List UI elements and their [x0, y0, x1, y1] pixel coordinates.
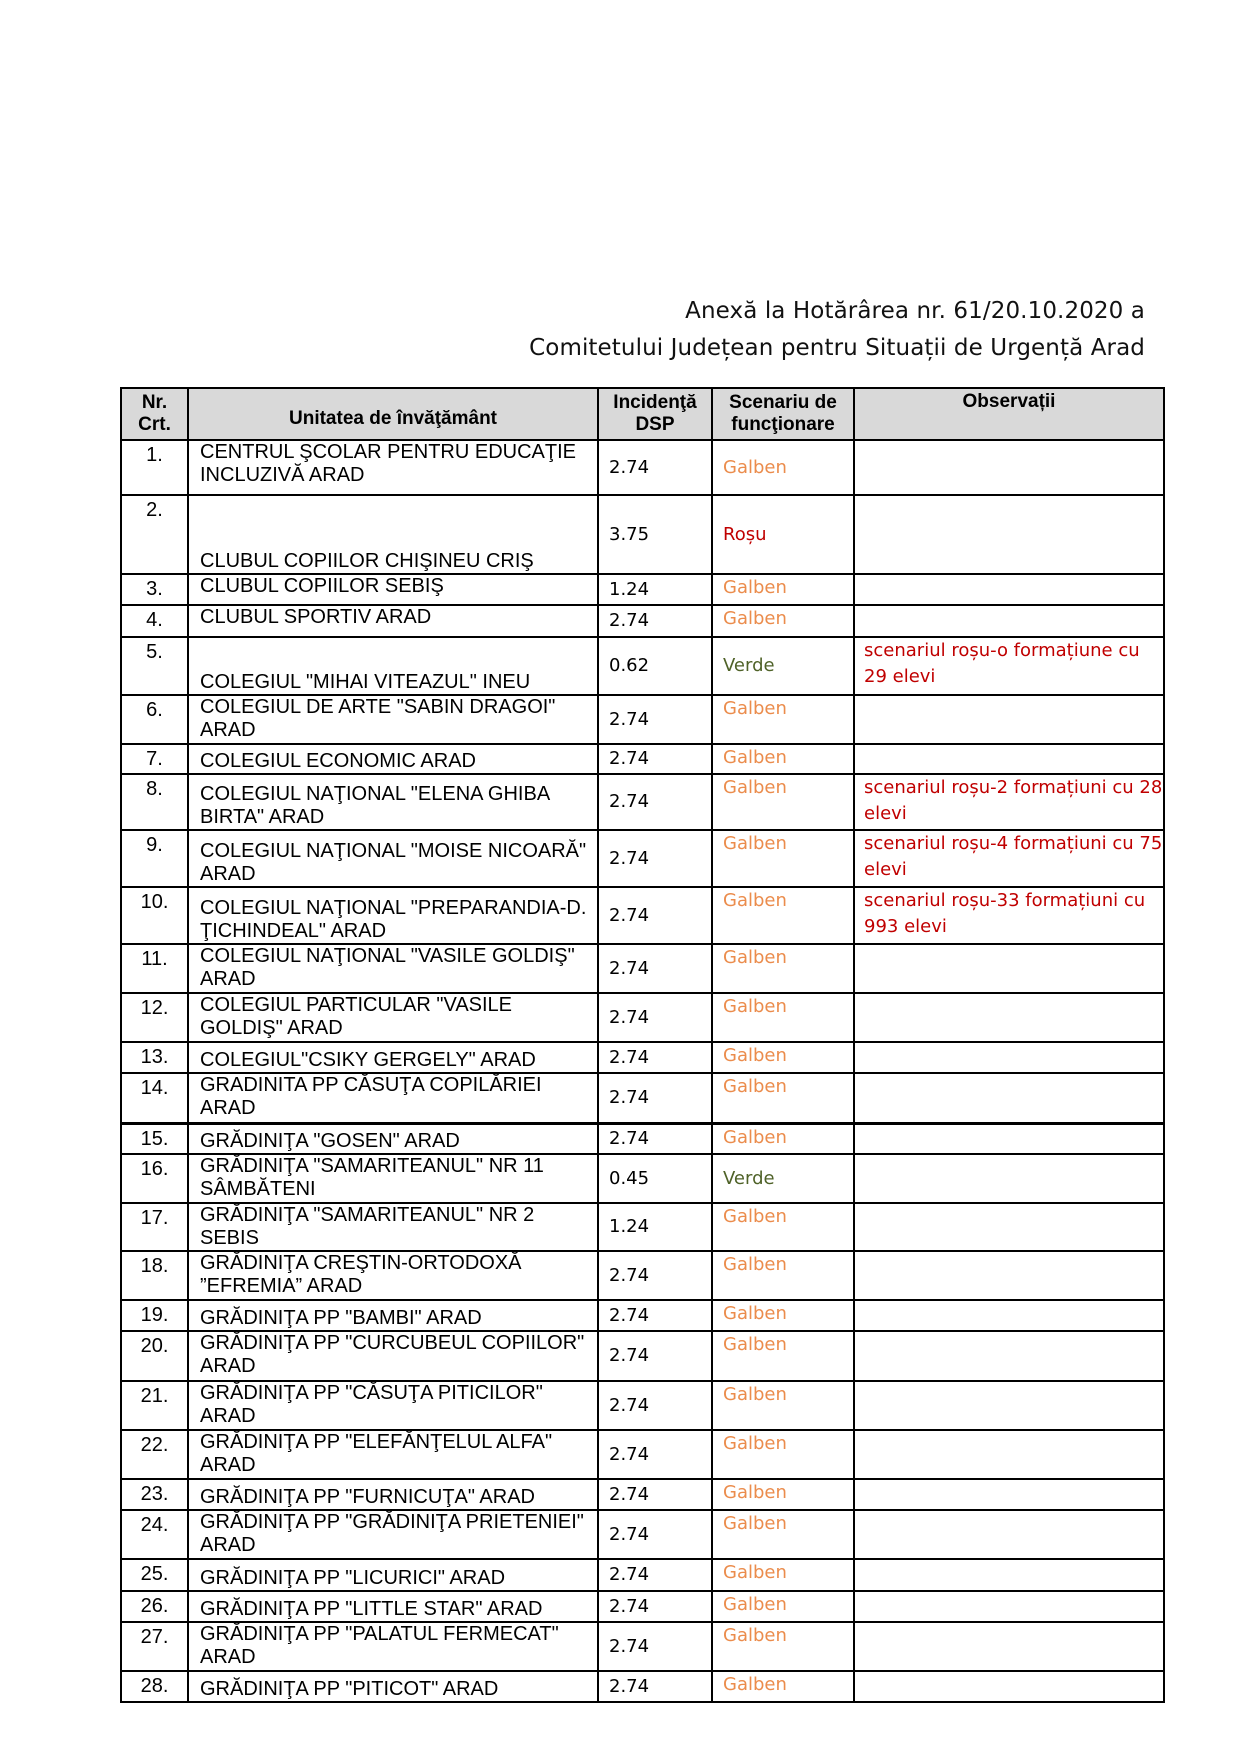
- observations-cell: [854, 1300, 1164, 1331]
- scenario-galben: Galben: [712, 887, 854, 944]
- unit-name: CLUBUL COPIILOR CHIŞINEU CRIŞ: [188, 495, 598, 574]
- unit-name: GRĂDINIŢA PP "PALATUL FERMECAT" ARAD: [188, 1622, 598, 1671]
- scenario-galben: Galben: [712, 1479, 854, 1510]
- incidence-value: 2.74: [598, 1479, 712, 1510]
- table-row: [121, 1251, 1164, 1300]
- header-unit: Unitatea de învăţământ: [188, 388, 598, 440]
- observations-cell: [854, 1381, 1164, 1430]
- row-number: 19.: [121, 1300, 188, 1331]
- incidence-value: 2.74: [598, 830, 712, 887]
- table-row: [121, 1381, 1164, 1430]
- incidence-value: 2.74: [598, 944, 712, 993]
- header-incidence: [598, 388, 712, 440]
- observations-cell: [854, 1331, 1164, 1381]
- unit-name: GRĂDINIŢA PP "GRĂDINIŢA PRIETENIEI" ARAD: [188, 1510, 598, 1559]
- row-number: 18.: [121, 1251, 188, 1300]
- row-number: 15.: [121, 1123, 188, 1154]
- header-nr-crt: [121, 388, 188, 440]
- annex-subtitle: Comitetului Județean pentru Situații de Urgență Arad: [529, 335, 1145, 361]
- unit-name: GRĂDINIŢA PP "ELEFĂNŢELUL ALFA" ARAD: [188, 1430, 598, 1479]
- unit-name: COLEGIUL"CSIKY GERGELY" ARAD: [188, 1042, 598, 1073]
- row-number: 7.: [121, 744, 188, 774]
- unit-name: COLEGIUL NAŢIONAL "MOISE NICOARĂ" ARAD: [188, 830, 598, 887]
- observations-cell: [854, 1251, 1164, 1300]
- unit-name: COLEGIUL NAŢIONAL "VASILE GOLDIŞ" ARAD: [188, 944, 598, 993]
- incidence-value: 2.74: [598, 744, 712, 774]
- unit-name: GRĂDINIŢA "SAMARITEANUL" NR 2 SEBIS: [188, 1203, 598, 1251]
- table-row: [121, 695, 1164, 744]
- row-number: 4.: [121, 605, 188, 637]
- unit-name: COLEGIUL ECONOMIC ARAD: [188, 744, 598, 774]
- observations-cell: [854, 1203, 1164, 1251]
- observations-cell: [854, 1591, 1164, 1622]
- row-number: 21.: [121, 1381, 188, 1430]
- unit-name: COLEGIUL PARTICULAR "VASILE GOLDIŞ" ARAD: [188, 993, 598, 1042]
- unit-name: GRĂDINIŢA PP "CURCUBEUL COPIILOR" ARAD: [188, 1331, 598, 1381]
- table-row: [121, 830, 1164, 887]
- unit-name: COLEGIUL NAŢIONAL "ELENA GHIBA BIRTA" ARAD: [188, 774, 598, 830]
- incidence-value: 2.74: [598, 1123, 712, 1154]
- table-row: [121, 1203, 1164, 1251]
- observations-cell: [854, 1073, 1164, 1123]
- table-body: [121, 440, 1164, 1702]
- observations-cell: [854, 695, 1164, 744]
- row-number: 22.: [121, 1430, 188, 1479]
- scenario-rosu: Roșu: [712, 495, 854, 574]
- observations-cell: scenariul roșu-33 formațiuni cu 993 elevi: [854, 887, 1164, 944]
- scenario-galben: Galben: [712, 1591, 854, 1622]
- table-row: [121, 637, 1164, 695]
- unit-name: COLEGIUL NAŢIONAL "PREPARANDIA-D. ŢICHINDEAL" ARAD: [188, 887, 598, 944]
- row-number: 17.: [121, 1203, 188, 1251]
- table-row: [121, 495, 1164, 574]
- table-row: [121, 944, 1164, 993]
- incidence-value: 2.74: [598, 1671, 712, 1702]
- incidence-value: 0.62: [598, 637, 712, 695]
- incidence-value: 2.74: [598, 605, 712, 637]
- incidence-value: 2.74: [598, 1510, 712, 1559]
- table-row: [121, 1671, 1164, 1702]
- scenario-galben: Galben: [712, 1123, 854, 1154]
- incidence-value: 2.74: [598, 993, 712, 1042]
- row-number: 28.: [121, 1671, 188, 1702]
- header-nr-line1: Nr.: [141, 392, 168, 413]
- incidence-value: 1.24: [598, 574, 712, 605]
- scenario-galben: Galben: [712, 574, 854, 605]
- table-row: [121, 1123, 1164, 1154]
- incidence-value: 2.74: [598, 1251, 712, 1300]
- table-row: [121, 774, 1164, 830]
- scenario-galben: Galben: [712, 1622, 854, 1671]
- scenario-galben: Galben: [712, 774, 854, 830]
- table-row: [121, 1073, 1164, 1123]
- table-row: [121, 1591, 1164, 1622]
- table-header-row: [121, 388, 1164, 440]
- row-number: 13.: [121, 1042, 188, 1073]
- observations-cell: scenariul roșu-4 formațiuni cu 75 elevi: [854, 830, 1164, 887]
- row-number: 26.: [121, 1591, 188, 1622]
- row-number: 11.: [121, 944, 188, 993]
- incidence-value: 2.74: [598, 1300, 712, 1331]
- unit-name: GRĂDINIŢA PP "CĂSUŢA PITICILOR" ARAD: [188, 1381, 598, 1430]
- observations-cell: [854, 993, 1164, 1042]
- observations-cell: [854, 495, 1164, 574]
- incidence-value: 1.24: [598, 1203, 712, 1251]
- row-number: 16.: [121, 1154, 188, 1203]
- observations-cell: [854, 1479, 1164, 1510]
- scenario-galben: Galben: [712, 1510, 854, 1559]
- observations-cell: [854, 1154, 1164, 1203]
- scenario-galben: Galben: [712, 744, 854, 774]
- row-number: 23.: [121, 1479, 188, 1510]
- unit-name: CENTRUL ŞCOLAR PENTRU EDUCAŢIE INCLUZIVĂ ARAD: [188, 440, 598, 495]
- incidence-value: 2.74: [598, 1381, 712, 1430]
- scenario-galben: Galben: [712, 1073, 854, 1123]
- table-row: [121, 744, 1164, 774]
- table-row: [121, 887, 1164, 944]
- incidence-value: 2.74: [598, 1042, 712, 1073]
- header-observations: Observații: [854, 388, 1164, 440]
- scenario-galben: Galben: [712, 1430, 854, 1479]
- scenario-galben: Galben: [712, 1331, 854, 1381]
- unit-name: GRĂDINIŢA PP "BAMBI" ARAD: [188, 1300, 598, 1331]
- unit-name: COLEGIUL "MIHAI VITEAZUL" INEU: [188, 637, 598, 695]
- row-number: 24.: [121, 1510, 188, 1559]
- row-number: 9.: [121, 830, 188, 887]
- incidence-value: 2.74: [598, 1073, 712, 1123]
- incidence-value: 2.74: [598, 695, 712, 744]
- scenario-galben: Galben: [712, 695, 854, 744]
- scenario-galben: Galben: [712, 944, 854, 993]
- header-scenario-line2: funcţionare: [731, 414, 835, 435]
- table-row: [121, 1430, 1164, 1479]
- row-number: 6.: [121, 695, 188, 744]
- scenario-galben: Galben: [712, 1381, 854, 1430]
- unit-name: GRĂDINIŢA "SAMARITEANUL" NR 11 SÂMBĂTENI: [188, 1154, 598, 1203]
- table-row: [121, 1622, 1164, 1671]
- scenario-galben: Galben: [712, 1671, 854, 1702]
- row-number: 2.: [121, 495, 188, 574]
- row-number: 8.: [121, 774, 188, 830]
- row-number: 1.: [121, 440, 188, 495]
- unit-name: GRĂDINIŢA PP "LITTLE STAR" ARAD: [188, 1591, 598, 1622]
- row-number: 20.: [121, 1331, 188, 1381]
- scenario-verde: Verde: [712, 1154, 854, 1203]
- observations-cell: [854, 605, 1164, 637]
- unit-name: GRĂDINIŢA CREŞTIN-ORTODOXĂ ”EFREMIA” ARAD: [188, 1251, 598, 1300]
- incidence-value: 2.74: [598, 774, 712, 830]
- unit-name: GRĂDINIŢA PP "LICURICI" ARAD: [188, 1559, 598, 1591]
- table-row: [121, 1300, 1164, 1331]
- table-row: [121, 1559, 1164, 1591]
- incidence-value: 0.45: [598, 1154, 712, 1203]
- observations-cell: [854, 744, 1164, 774]
- incidence-value: 2.74: [598, 1622, 712, 1671]
- observations-cell: [854, 1510, 1164, 1559]
- table-row: [121, 1479, 1164, 1510]
- scenario-verde: Verde: [712, 637, 854, 695]
- scenario-galben: Galben: [712, 1300, 854, 1331]
- incidence-value: 2.74: [598, 1331, 712, 1381]
- observations-cell: [854, 944, 1164, 993]
- incidence-value: 2.74: [598, 440, 712, 495]
- observations-cell: [854, 1671, 1164, 1702]
- observations-cell: scenariul roșu-o formațiune cu 29 elevi: [854, 637, 1164, 695]
- scenario-galben: Galben: [712, 1559, 854, 1591]
- observations-cell: [854, 1559, 1164, 1591]
- row-number: 27.: [121, 1622, 188, 1671]
- observations-cell: [854, 1042, 1164, 1073]
- table-row: [121, 1042, 1164, 1073]
- incidence-value: 3.75: [598, 495, 712, 574]
- unit-name: CLUBUL SPORTIV ARAD: [188, 605, 598, 637]
- scenario-galben: Galben: [712, 440, 854, 495]
- scenario-galben: Galben: [712, 605, 854, 637]
- observations-cell: [854, 1430, 1164, 1479]
- annex-title: Anexă la Hotărârea nr. 61/20.10.2020 a: [685, 298, 1145, 324]
- row-number: 10.: [121, 887, 188, 944]
- observations-cell: [854, 1123, 1164, 1154]
- unit-name: GRĂDINIŢA "GOSEN" ARAD: [188, 1123, 598, 1154]
- unit-name: COLEGIUL DE ARTE "SABIN DRAGOI" ARAD: [188, 695, 598, 744]
- incidence-value: 2.74: [598, 1591, 712, 1622]
- table-row: [121, 605, 1164, 637]
- header-nr-line2: Crt.: [138, 414, 171, 435]
- observations-cell: [854, 1622, 1164, 1671]
- row-number: 5.: [121, 637, 188, 695]
- scenario-galben: Galben: [712, 1251, 854, 1300]
- scenario-galben: Galben: [712, 1203, 854, 1251]
- header-scenario-line1: Scenariu de: [729, 392, 837, 413]
- scenario-galben: Galben: [712, 830, 854, 887]
- incidence-value: 2.74: [598, 1430, 712, 1479]
- table-row: [121, 574, 1164, 605]
- schools-table: [120, 387, 1165, 1703]
- row-number: 14.: [121, 1073, 188, 1123]
- header-scenario: [712, 388, 854, 440]
- row-number: 12.: [121, 993, 188, 1042]
- header-incidence-line2: DSP: [635, 414, 675, 435]
- unit-name: GRADINITA PP CĂSUŢA COPILĂRIEI ARAD: [188, 1073, 598, 1123]
- row-number: 3.: [121, 574, 188, 605]
- unit-name: GRĂDINIŢA PP "PITICOT" ARAD: [188, 1671, 598, 1702]
- row-number: 25.: [121, 1559, 188, 1591]
- unit-name: CLUBUL COPIILOR SEBIŞ: [188, 574, 598, 605]
- table-row: [121, 1510, 1164, 1559]
- table-row: [121, 993, 1164, 1042]
- incidence-value: 2.74: [598, 887, 712, 944]
- unit-name: GRĂDINIŢA PP "FURNICUŢA" ARAD: [188, 1479, 598, 1510]
- observations-cell: scenariul roșu-2 formațiuni cu 28 elevi: [854, 774, 1164, 830]
- table-row: [121, 1154, 1164, 1203]
- incidence-value: 2.74: [598, 1559, 712, 1591]
- scenario-galben: Galben: [712, 1042, 854, 1073]
- scenario-galben: Galben: [712, 993, 854, 1042]
- observations-cell: [854, 574, 1164, 605]
- table-row: [121, 440, 1164, 495]
- table-row: [121, 1331, 1164, 1381]
- header-incidence-line1: Incidenţă: [613, 392, 697, 413]
- observations-cell: [854, 440, 1164, 495]
